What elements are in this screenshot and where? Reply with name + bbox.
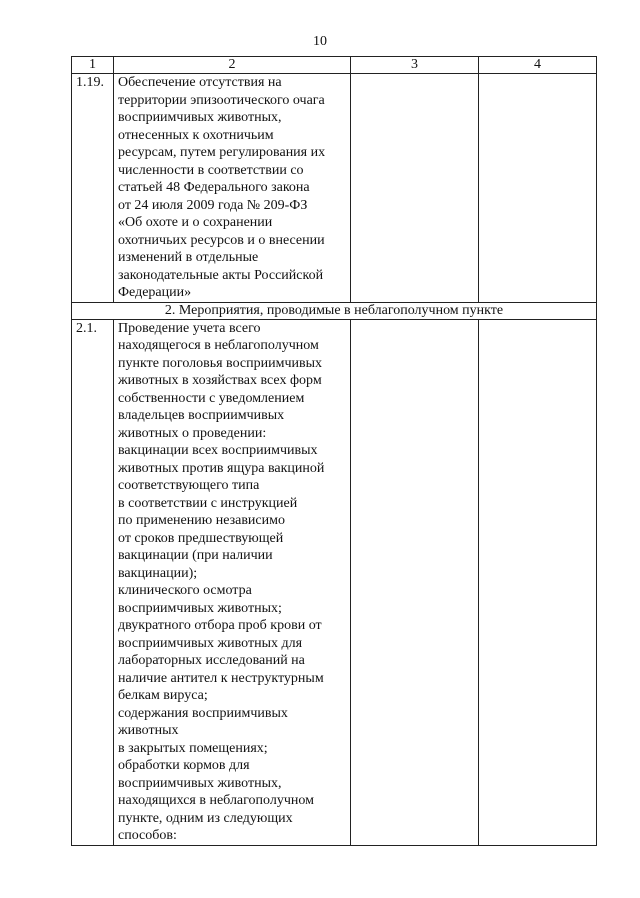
- text-line: статьей 48 Федерального закона: [118, 180, 310, 195]
- text-line: пункте, одним из следующих: [118, 810, 293, 826]
- text-line: способов:: [118, 828, 177, 843]
- text-line: белкам вируса;: [118, 688, 208, 703]
- page-number: 10: [313, 34, 327, 49]
- text-line: восприимчивых животных,: [118, 775, 282, 791]
- column-3-cell: [351, 319, 479, 845]
- text-line: лабораторных исследований на: [118, 653, 305, 668]
- text-line: животных: [118, 723, 179, 738]
- text-line: от 24 июля 2009 года № 209-ФЗ: [118, 197, 308, 213]
- text-line: «Об охоте и о сохранении: [118, 215, 273, 230]
- measures-table: [71, 56, 597, 846]
- text-line: соответствующего типа: [118, 478, 260, 493]
- text-line: численности в соответствии со: [118, 162, 304, 178]
- text-line: клинического осмотра: [118, 583, 252, 598]
- text-line: животных о проведении:: [118, 425, 267, 441]
- column-4-cell: [479, 74, 597, 303]
- text-line: в закрытых помещениях;: [118, 740, 268, 756]
- text-line: владельцев восприимчивых: [118, 408, 285, 423]
- measure-text: [114, 319, 351, 845]
- text-line: пункте поголовья восприимчивых: [118, 355, 323, 371]
- text-line: территории эпизоотического очага: [118, 92, 325, 108]
- text-line: двукратного отбора проб крови от: [118, 618, 322, 633]
- text-line: восприимчивых животных для: [118, 635, 303, 651]
- text-line: по применению независимо: [118, 513, 285, 528]
- text-line: Проведение учета всего: [118, 320, 261, 336]
- text-line: обработки кормов для: [118, 758, 250, 773]
- text-line: охотничьих ресурсов и о внесении: [118, 232, 325, 248]
- text-line: собственности с уведомлением: [118, 390, 305, 406]
- text-line: от сроков предшествующей: [118, 530, 284, 546]
- text-line: содержания восприимчивых: [118, 705, 288, 721]
- text-line: Федерации»: [118, 285, 192, 300]
- table-row-2-1: [72, 319, 597, 845]
- section-title: 2. Мероприятия, проводимые в неблагополучном пункте: [72, 302, 597, 319]
- column-header-3: 3: [351, 57, 479, 74]
- text-line: восприимчивых животных;: [118, 600, 282, 616]
- measure-text: [114, 74, 351, 303]
- text-line: Обеспечение отсутствия на: [118, 75, 282, 90]
- table-row-1-19: [72, 74, 597, 303]
- text-line: находящегося в неблагополучном: [118, 338, 319, 353]
- text-line: вакцинации всех восприимчивых: [118, 443, 318, 458]
- text-line: находящихся в неблагополучном: [118, 793, 314, 808]
- text-line: животных в хозяйствах всех форм: [118, 373, 322, 388]
- text-line: вакцинации (при наличии: [118, 548, 273, 563]
- column-4-cell: [479, 319, 597, 845]
- text-line: законодательные акты Российской: [118, 267, 324, 283]
- text-line: вакцинации);: [118, 565, 198, 581]
- table-header-row: [72, 57, 597, 74]
- column-header-2: 2: [114, 57, 351, 74]
- text-line: восприимчивых животных,: [118, 110, 282, 125]
- text-line: изменений в отдельные: [118, 250, 259, 265]
- column-header-1: 1: [72, 57, 114, 74]
- column-3-cell: [351, 74, 479, 303]
- text-line: наличие антител к неструктурным: [118, 670, 324, 686]
- text-line: отнесенных к охотничьим: [118, 127, 274, 143]
- text-line: в соответствии с инструкцией: [118, 495, 298, 511]
- row-number: 2.1.: [72, 319, 114, 845]
- text-line: ресурсам, путем регулирования их: [118, 145, 326, 160]
- column-header-4: 4: [479, 57, 597, 74]
- row-number: 1.19.: [72, 74, 114, 303]
- text-line: животных против ящура вакциной: [118, 460, 325, 476]
- section-heading-row: [72, 302, 597, 319]
